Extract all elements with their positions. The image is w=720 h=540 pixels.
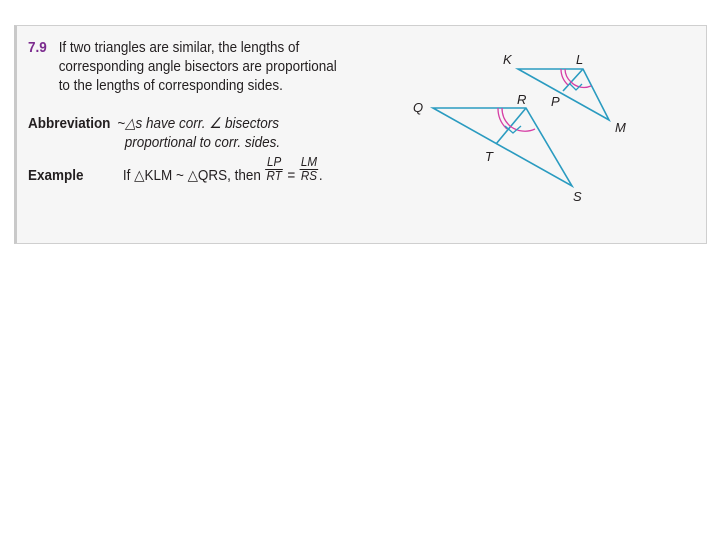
vertex-label-l: L <box>576 52 584 67</box>
equals-sign: = <box>287 168 296 184</box>
fraction-numerator-lp: LP <box>267 154 282 169</box>
vertex-label-s: S <box>573 189 582 204</box>
triangle-qrs <box>433 108 572 186</box>
fraction-numerator-lm: LM <box>300 154 318 169</box>
fraction-denominator-rt: RT <box>266 168 282 183</box>
vertex-label-m: M <box>615 120 626 135</box>
theorem-number: 7.9 <box>28 40 47 56</box>
angle-arcs-l <box>561 69 591 87</box>
theorem-line-1: If two triangles are similar, the lengths of <box>58 40 300 56</box>
triangle-klm-outline <box>518 69 609 120</box>
theorem-line-2: corresponding angle bisectors are proportional <box>58 59 337 75</box>
triangle-klm <box>518 69 609 120</box>
vertex-label-r: R <box>517 92 527 107</box>
vertex-label-t: T <box>485 149 493 164</box>
example-label: Example <box>28 168 84 184</box>
theorem-line-3: to the lengths of corresponding sides. <box>58 78 283 94</box>
vertex-label-q: Q <box>413 100 424 115</box>
example-prefix: If △KLM ~ △QRS, then <box>122 168 261 184</box>
vertex-label-p: P <box>551 94 560 109</box>
fraction-denominator-rs: RS <box>300 168 318 183</box>
arc-r-3 <box>510 126 535 131</box>
arc-l-2 <box>565 69 571 82</box>
abbreviation-label: Abbreviation <box>28 116 111 132</box>
triangle-qrs-outline <box>433 108 572 186</box>
abbreviation-text-2: proportional to corr. sides. <box>124 135 281 151</box>
example-period: . <box>318 168 323 184</box>
arc-r-2 <box>502 108 510 126</box>
abbreviation-text-1: ~△s have corr. ∠ bisectors <box>117 116 280 132</box>
vertex-label-k: K <box>503 52 512 67</box>
